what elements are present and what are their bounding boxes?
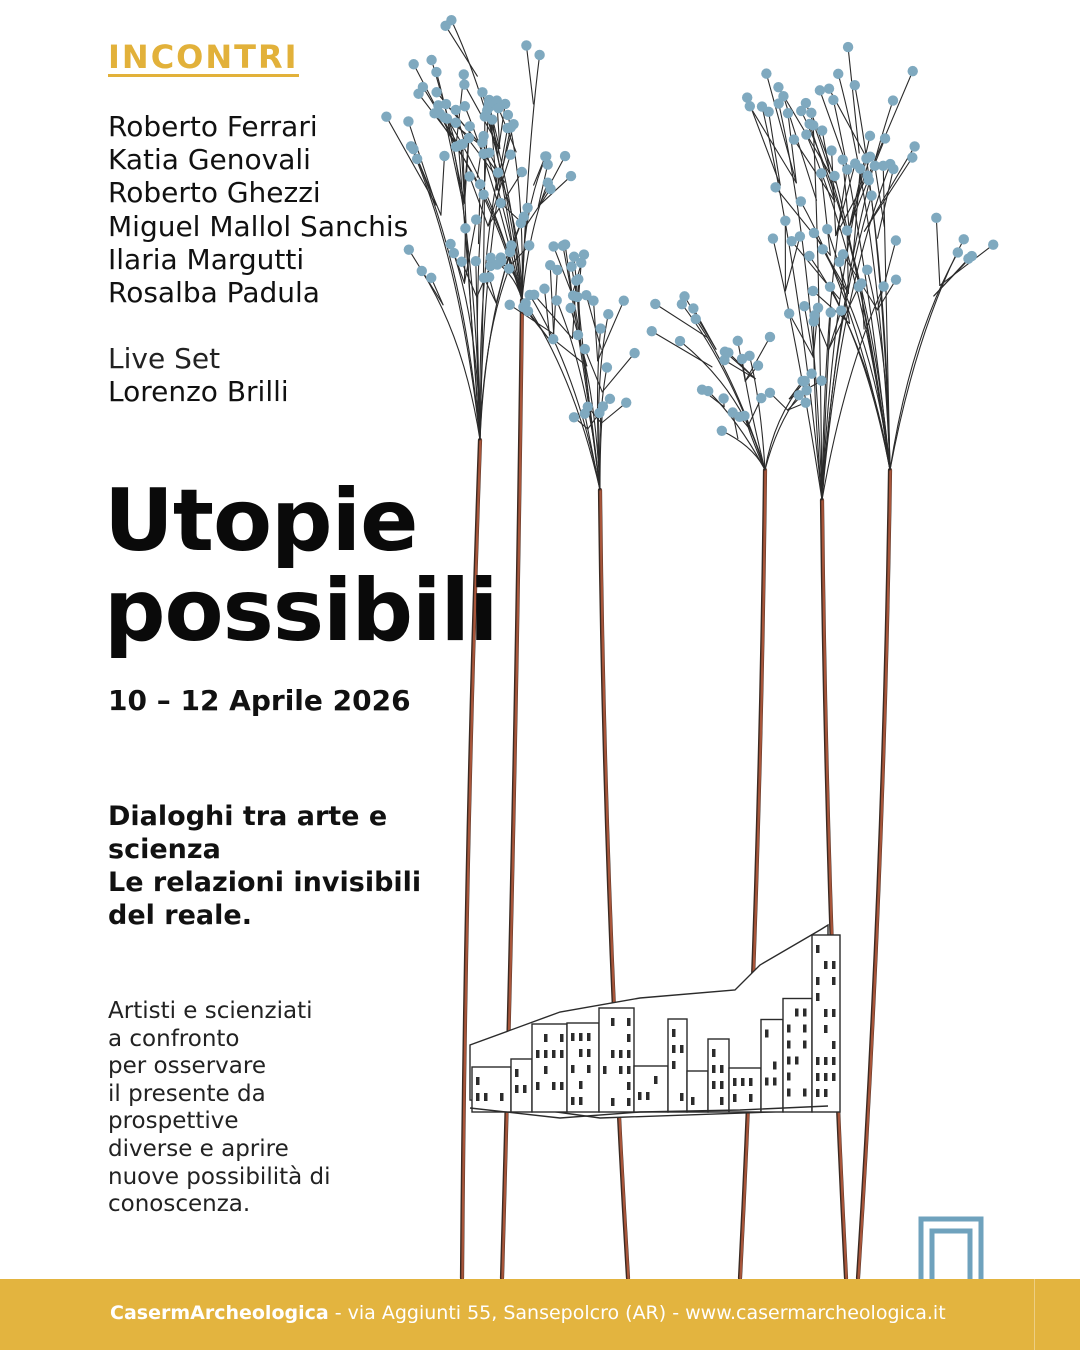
description-line: a confronto — [108, 1025, 240, 1052]
event-title — [104, 471, 498, 661]
casermarcheologica-logo-icon — [918, 1216, 984, 1280]
event-dates: 10 – 12 Aprile 2026 — [108, 684, 411, 717]
description-line: diverse e aprire — [108, 1135, 289, 1162]
live-set-label: Live Set — [108, 342, 221, 375]
footer-venue: CasermArcheologica — [110, 1302, 329, 1324]
footer-divider — [1034, 1279, 1035, 1350]
event-tagline — [108, 800, 448, 932]
tagline-line: scienza — [108, 834, 221, 865]
speaker-name: Ilaria Margutti — [108, 242, 305, 276]
tagline-line: Le relazioni invisibili — [108, 867, 422, 898]
description-line: conoscenza. — [108, 1191, 251, 1218]
speaker-name: Katia Genovali — [108, 143, 311, 177]
speaker-name: Roberto Ghezzi — [108, 176, 321, 210]
description-line: prospettive — [108, 1108, 239, 1135]
footer-info — [110, 1279, 946, 1347]
tagline-line: Dialoghi tra arte e — [108, 801, 388, 832]
description-line: il presente da — [108, 1080, 266, 1107]
footer-bar — [0, 1279, 1080, 1350]
speaker-name: Rosalba Padula — [108, 276, 320, 310]
description-line: Artisti e scienziati — [108, 998, 313, 1024]
description-line: per osservare — [108, 1053, 266, 1080]
event-description — [108, 998, 331, 1219]
event-title-line-1: Utopie — [104, 471, 418, 571]
speaker-name: Miguel Mallol Sanchis — [108, 209, 409, 243]
speaker-name: Roberto Ferrari — [108, 110, 318, 143]
footer-website-link[interactable]: www.casermarcheologica.it — [685, 1302, 946, 1324]
section-label-incontri: INCONTRI — [108, 38, 299, 76]
description-line: nuove possibilità di — [108, 1163, 331, 1190]
event-title-line-2: possibili — [104, 561, 498, 661]
footer-address: - via Aggiunti 55, Sansepolcro (AR) - — [328, 1302, 686, 1324]
speakers-list — [108, 110, 408, 309]
tagline-line: del reale. — [108, 900, 252, 931]
live-set-performer: Lorenzo Brilli — [108, 375, 289, 408]
